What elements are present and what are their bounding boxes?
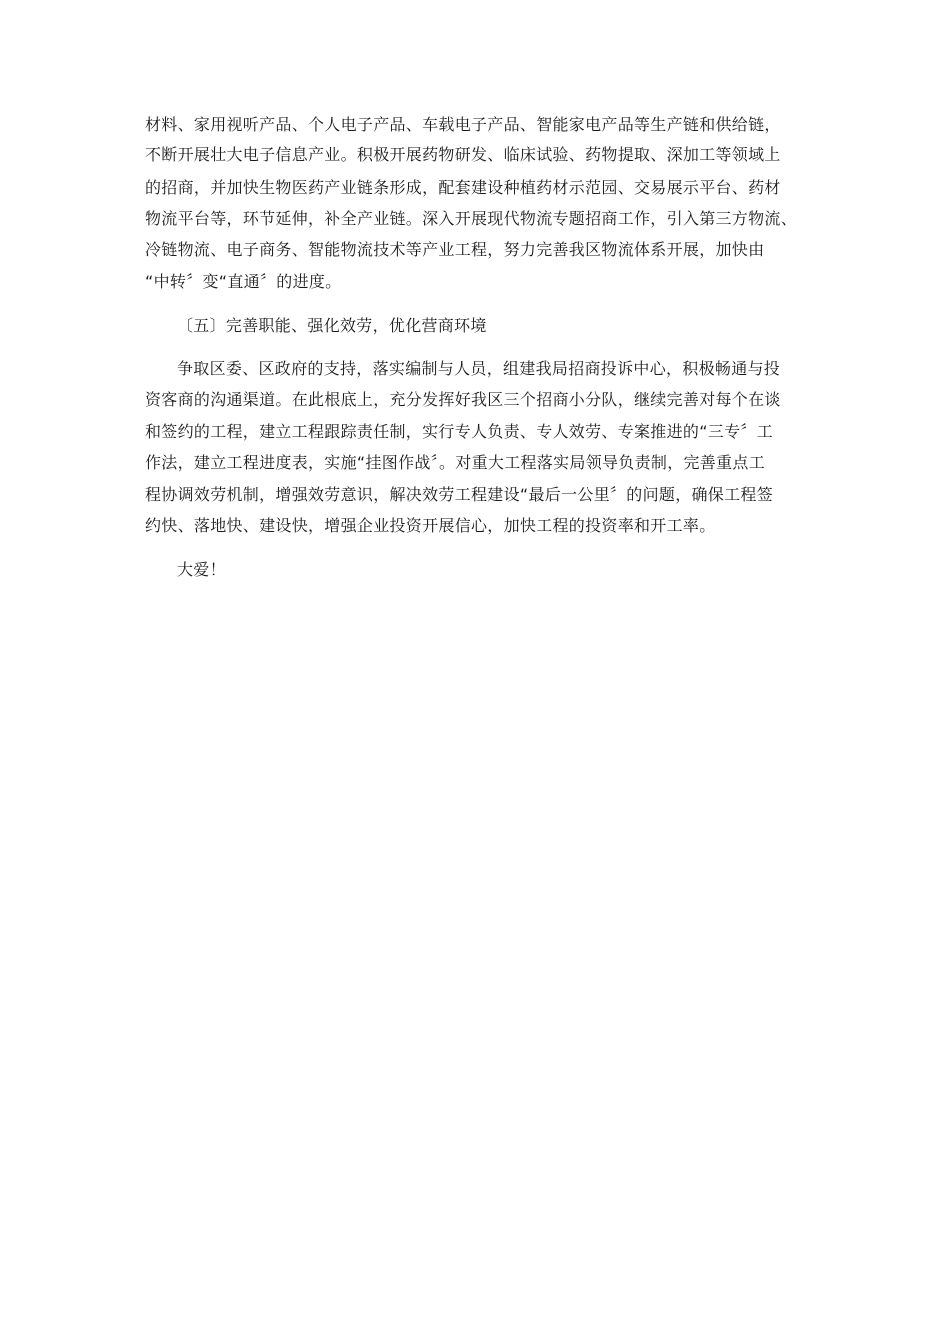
- paragraph-1-line-6: “中转〞变“直通〞的进度。: [145, 272, 342, 291]
- paragraph-1-line-4: 物流平台等，环节延伸，补全产业链。深入开展现代物流专题招商工作，引入第三方物流、: [145, 209, 798, 228]
- paragraph-1-line-3: 的招商，并加快生物医药产业链条形成，配套建设种植药材示范园、交易展示平台、药材: [145, 178, 781, 197]
- paragraph-2-line-4: 作法，建立工程进度表，实施“挂图作战〞。对重大工程落实局领导负责制，完善重点工: [145, 453, 765, 472]
- paragraph-1-line-2: 不断开展壮大电子信息产业。积极开展药物研发、临床试验、药物提取、深加工等领域上: [145, 145, 781, 164]
- section-heading: 〔五〕完善职能、强化效劳，优化营商环境: [177, 316, 487, 335]
- paragraph-2-line-2: 资客商的沟通渠道。在此根底上，充分发挥好我区三个招商小分队，继续完善对每个在谈: [145, 390, 781, 409]
- paragraph-1-line-1: 材料、家用视听产品、个人电子产品、车载电子产品、智能家电产品等生产链和供给链，: [145, 115, 781, 134]
- paragraph-2-line-1: 争取区委、区政府的支持，落实编制与人员，组建我局招商投诉中心，积极畅通与投: [177, 359, 781, 378]
- paragraph-1-line-5: 冷链物流、电子商务、智能物流技术等产业工程，努力完善我区物流体系开展，加快由: [145, 240, 765, 259]
- paragraph-2-line-3: 和签约的工程，建立工程跟踪责任制，实行专人负责、专人效劳、专案推进的“三专〞工: [145, 422, 773, 441]
- closing-line: 大爱！: [177, 560, 226, 579]
- paragraph-2-line-5: 程协调效劳机制，增强效劳意识，解决效劳工程建设“最后一公里〞的问题，确保工程签: [145, 485, 773, 504]
- paragraph-2-line-6: 约快、落地快、建设快，增强企业投资开展信心，加快工程的投资率和开工率。: [145, 516, 716, 535]
